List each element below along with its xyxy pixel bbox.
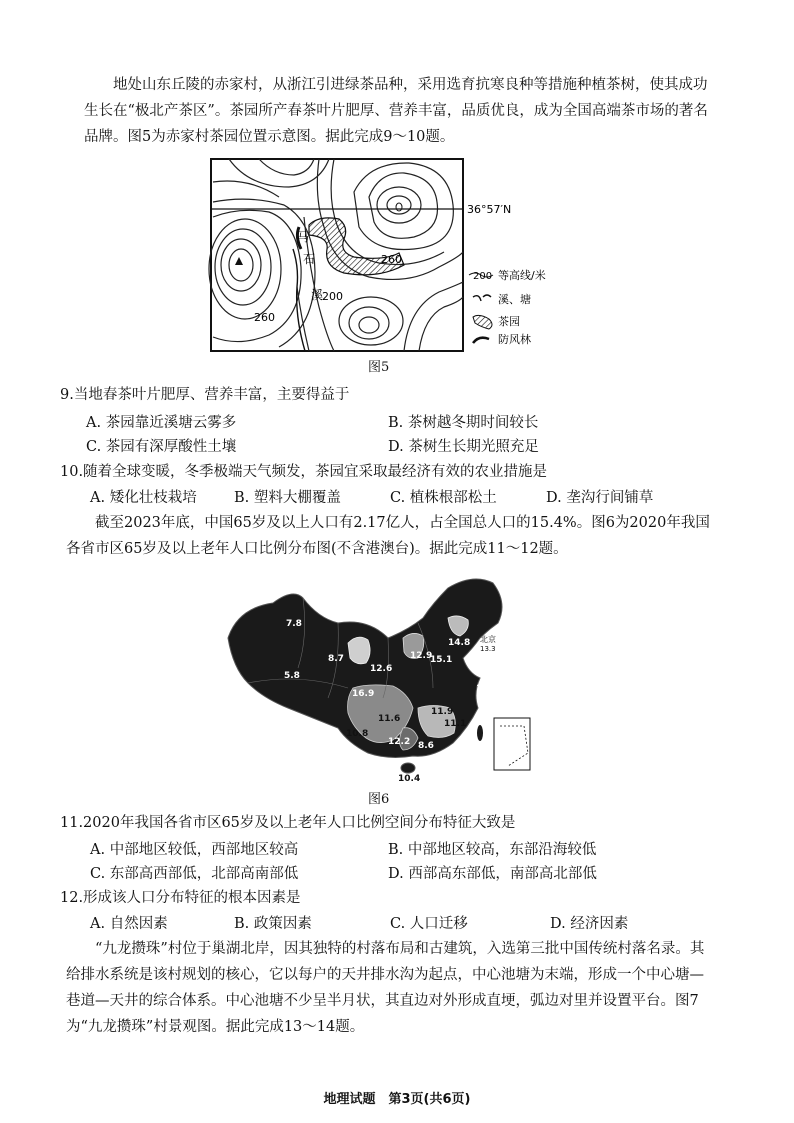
passage-jiulong-village: “九龙攒珠”村位于巢湖北岸，因其独特的村落布局和古建筑，入选第三批中国传统村落名录。其给排水系统是该村规划的核心，它以每户的天井排水沟为起点，中心池塘为末端，形成一个中心塘—巷道—天井的综合体系。中心池塘不少呈半月状，其直边对外形成直埂，弧边对里并设置平台。图7为“九龙攒珠”村景观图。据此完成13～14题。 <box>66 941 705 1035</box>
value-hainan: 10.4 <box>398 774 421 784</box>
contour-label-260b: 260 <box>254 311 275 324</box>
passage-aging-population: 截至2023年底，中国65岁及以上人口有2.17亿人，占全国总人口的15.4%。图6为2020年我国各省市区65岁及以上老年人口比例分布图(不含港澳台)。据此完成11～12题。 <box>66 515 710 557</box>
value-shanxi: 12.9 <box>410 651 433 661</box>
figure-5-contour-map <box>209 157 579 355</box>
q9-option-c: C. 茶园有深厚酸性土壤 <box>86 439 237 455</box>
value-yunnan: 10.8 <box>346 729 369 739</box>
value-fujian: 11.1 <box>444 719 467 729</box>
legend-contour-text: 等高线/米 <box>498 269 546 282</box>
q10-option-c: C. 植株根部松土 <box>390 490 497 506</box>
value-jiangsu: 16.3 <box>476 684 499 694</box>
map-taiwan <box>477 725 483 741</box>
beijing-value: 13.3 <box>480 645 496 653</box>
q11-option-c: C. 东部高西部低，北部高南部低 <box>90 866 299 882</box>
figure-6-china-map <box>218 568 536 784</box>
question-9-stem: 9.当地春茶叶片肥厚、营养丰富，主要得益于 <box>60 387 350 403</box>
contour-label-260a: 260 <box>381 253 402 266</box>
q10-option-b: B. 塑料大棚覆盖 <box>234 490 341 506</box>
q12-option-d: D. 经济因素 <box>550 916 629 932</box>
q11-option-b: B. 中部地区较高，东部沿海较低 <box>388 842 597 858</box>
value-liaoning: 14.8 <box>448 638 471 648</box>
q12-option-c: C. 人口迁移 <box>390 916 468 932</box>
fig5-legend <box>469 268 546 346</box>
stream-char-1: 马 <box>297 230 310 244</box>
q9-option-b: B. 茶树越冬期时间较长 <box>388 415 539 431</box>
stream-char-3: 溪 <box>311 288 324 302</box>
value-xinjiang-north: 7.8 <box>286 619 302 629</box>
value-gansu: 12.6 <box>370 664 393 674</box>
q11-option-d: D. 西部高东部低，南部高北部低 <box>388 866 597 882</box>
value-guangxi: 12.2 <box>388 737 411 747</box>
map-ningxia-light <box>348 637 370 664</box>
value-guizhou: 11.6 <box>378 714 401 724</box>
legend-garden-text: 茶园 <box>498 315 520 328</box>
value-guangdong: 8.6 <box>418 741 434 751</box>
q11-option-a: A. 中部地区较低，西部地区较高 <box>90 842 299 858</box>
question-12-stem: 12.形成该人口分布特征的根本因素是 <box>60 890 301 906</box>
q9-option-a: A. 茶园靠近溪塘云雾多 <box>86 415 237 431</box>
value-tibet: 5.8 <box>284 671 300 681</box>
q12-option-b: B. 政策因素 <box>234 916 312 932</box>
value-hebei: 15.1 <box>430 655 453 665</box>
latitude-label: 36°57′N <box>467 203 512 216</box>
map-hainan <box>401 763 415 773</box>
value-qinghai: 8.7 <box>328 654 344 664</box>
figure-6-caption: 图6 <box>368 792 390 807</box>
legend-contour-number: 200 <box>473 271 493 282</box>
value-jiangxi: 11.9 <box>431 707 454 717</box>
value-sichuan: 16.9 <box>352 689 375 699</box>
legend-stream-text: 溪、塘 <box>498 293 531 306</box>
legend-windbreak-text: 防风林 <box>498 333 531 346</box>
beijing-label: 北京 <box>480 635 496 644</box>
stream-char-2: 石 <box>303 252 316 266</box>
passage-tea-village: 地处山东丘陵的赤家村，从浙江引进绿茶品种，采用选育抗寒良种等措施种植茶树，使其成功生长在“极北产茶区”。茶园所产春茶叶片肥厚、营养丰富，品质优良，成为全国高端茶市场的著名品牌。图5为赤家村茶园位置示意图。据此完成9～10题。 <box>84 77 708 145</box>
q9-option-d: D. 茶树生长期光照充足 <box>388 439 539 455</box>
question-11-stem: 11.2020年我国各省市区65岁及以上老年人口比例空间分布特征大致是 <box>60 815 516 831</box>
page-footer: 地理试题 第3页(共6页) <box>323 1092 471 1107</box>
question-10-stem: 10.随着全球变暖，冬季极端天气频发，茶园宜采取最经济有效的农业措施是 <box>60 464 548 480</box>
contour-label-200: 200 <box>322 290 343 303</box>
q10-option-d: D. 垄沟行间铺草 <box>546 490 654 506</box>
q10-option-a: A. 矮化壮枝栽培 <box>90 490 197 506</box>
q12-option-a: A. 自然因素 <box>90 916 168 932</box>
figure-5-caption: 图5 <box>368 360 390 375</box>
